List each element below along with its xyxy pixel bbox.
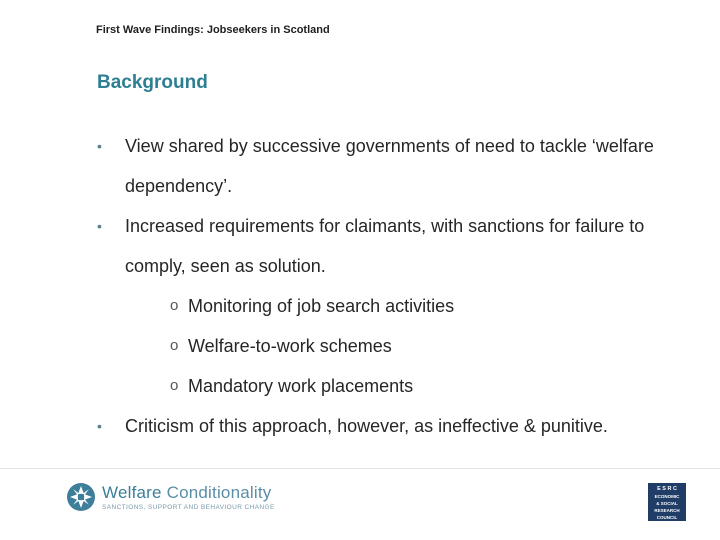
bullet-marker: • [97, 138, 102, 154]
sub-bullet-item [97, 286, 697, 326]
logo-text [102, 484, 275, 511]
logo-name [102, 484, 275, 502]
page-header-title: First Wave Findings: Jobseekers in Scotland [96, 24, 330, 36]
svg-text:COUNCIL: COUNCIL [656, 515, 678, 520]
footer-divider [0, 468, 720, 469]
sub-bullet-item [97, 366, 697, 406]
sub-bullet-text: Welfare-to-work schemes [188, 336, 392, 356]
logo-name-part2: Conditionality [166, 482, 272, 502]
bullet-marker: • [97, 218, 102, 234]
bullet-marker: • [97, 418, 102, 434]
slide-content [97, 126, 697, 446]
bullet-item [97, 206, 697, 286]
svg-text:ECONOMIC: ECONOMIC [654, 494, 680, 499]
sub-bullet-marker: o [170, 377, 179, 394]
svg-text:E S R C: E S R C [657, 486, 677, 492]
sub-bullet-text: Monitoring of job search activities [188, 296, 455, 316]
bullet-text: Increased requirements for claimants, with sanctions for failure to comply, seen as solution. [125, 216, 645, 276]
bullet-item [97, 126, 697, 206]
sub-bullet-marker: o [170, 297, 179, 314]
svg-text:RESEARCH: RESEARCH [654, 508, 680, 513]
logo-name-part1: Welfare [102, 482, 162, 502]
welfare-conditionality-logo [66, 482, 275, 512]
sub-bullet-marker: o [170, 337, 179, 354]
svg-text:& SOCIAL: & SOCIAL [656, 501, 678, 506]
esrc-logo [648, 483, 686, 521]
sub-bullet-text: Mandatory work placements [188, 376, 414, 396]
bullet-text: View shared by successive governments of need to tackle ‘welfare dependency’. [125, 136, 654, 196]
logo-tagline: SANCTIONS, SUPPORT AND BEHAVIOUR CHANGE [102, 503, 275, 511]
section-heading: Background [97, 72, 208, 93]
bullet-text: Criticism of this approach, however, as ineffective & punitive. [125, 416, 608, 436]
aperture-icon [66, 482, 96, 512]
sub-bullet-item [97, 326, 697, 366]
bullet-item [97, 406, 697, 446]
